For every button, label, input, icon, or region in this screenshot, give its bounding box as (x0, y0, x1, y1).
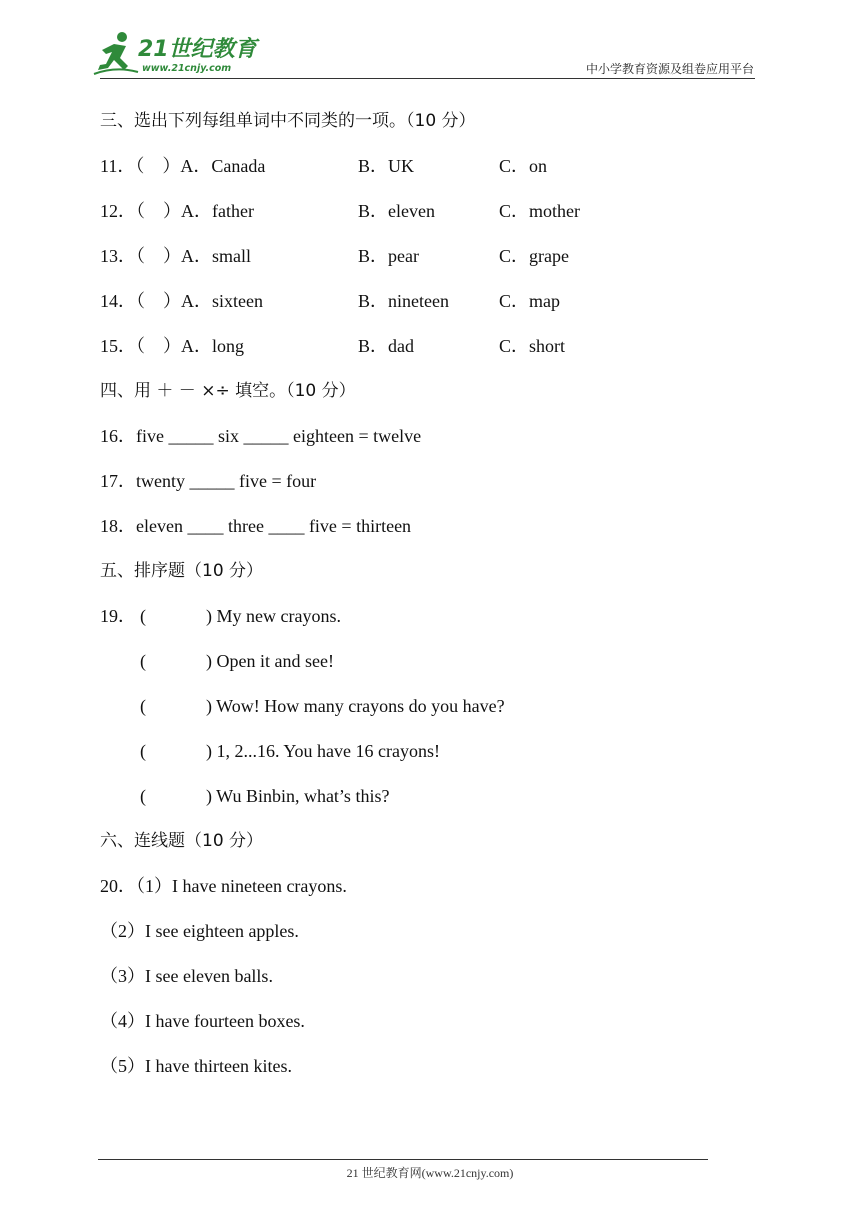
order-blank-open: ( (140, 696, 146, 716)
question-12-option-b: B．eleven (358, 201, 435, 221)
section-6-title: 六、连线题（10 分） (100, 831, 264, 851)
page-header (0, 0, 860, 80)
question-19-item-2 (100, 644, 760, 689)
question-20-item-1: 20．（1）I have nineteen crayons. (100, 876, 347, 896)
order-sentence: ) Wow! How many crayons do you have? (206, 696, 505, 716)
logo-text: 21世纪教育 (138, 37, 257, 62)
footer-divider (98, 1159, 708, 1160)
question-15 (100, 329, 760, 374)
question-11-option-b: B．UK (358, 156, 415, 176)
order-sentence: ) Open it and see! (206, 651, 334, 671)
question-12-option-c: C．mother (499, 201, 580, 221)
question-15-option-a: 15．（ ）A．long (100, 336, 244, 356)
order-blank-open: ( (140, 786, 146, 806)
question-20-item-2: （2）I see eighteen apples. (100, 921, 299, 941)
question-14-option-a: 14．（ ）A．sixteen (100, 291, 263, 311)
question-19-item-4 (100, 734, 760, 779)
question-14 (100, 284, 760, 329)
question-14-option-c: C．map (499, 291, 560, 311)
question-12-option-a: 12．（ ）A．father (100, 201, 254, 221)
question-15-option-c: C．short (499, 336, 566, 356)
worksheet-content (100, 104, 760, 1094)
question-13-option-b: B．pear (358, 246, 419, 266)
question-16: 16．five _____ six _____ eighteen = twelve (100, 426, 422, 446)
question-18: 18．eleven ____ three ____ five = thirteen (100, 516, 412, 536)
question-20-item-4: （4）I have fourteen boxes. (100, 1011, 305, 1031)
question-19-item-1 (100, 599, 760, 644)
question-19-item-5 (100, 779, 760, 824)
section-4-title: 四、用 ＋ － ×÷ 填空。（10 分） (100, 381, 356, 401)
site-logo (92, 30, 262, 80)
order-sentence: ) My new crayons. (206, 606, 341, 626)
footer-text: 21 世纪教育网(www.21cnjy.com) (346, 1166, 514, 1180)
question-20-item-3: （3）I see eleven balls. (100, 966, 273, 986)
section-3-title: 三、选出下列每组单词中不同类的一项。（10 分） (100, 111, 476, 131)
question-11-option-a: 11．（ ）A．Canada (100, 156, 266, 176)
question-13-option-a: 13．（ ）A．small (100, 246, 251, 266)
header-platform-text: 中小学教育资源及组卷应用平台 (585, 62, 754, 76)
question-15-option-b: B．dad (358, 336, 414, 356)
order-blank-open: ( (140, 606, 146, 626)
question-13-option-c: C．grape (499, 246, 569, 266)
order-sentence: ) Wu Binbin, what’s this? (206, 786, 390, 806)
header-divider (100, 78, 755, 79)
question-19-item-3 (100, 689, 760, 734)
question-12 (100, 194, 760, 239)
question-13 (100, 239, 760, 284)
question-11 (100, 149, 760, 194)
runner-logo-icon (92, 30, 140, 76)
question-17: 17．twenty _____ five = four (100, 471, 317, 491)
question-14-option-b: B．nineteen (358, 291, 449, 311)
order-blank-open: ( (140, 651, 146, 671)
logo-url: www.21cnjy.com (142, 63, 232, 74)
question-20-item-5: （5）I have thirteen kites. (100, 1056, 292, 1076)
question-11-option-c: C．on (499, 156, 548, 176)
section-5-title: 五、排序题（10 分） (100, 561, 264, 581)
question-19-number: 19． (100, 606, 136, 626)
order-sentence: ) 1, 2...16. You have 16 crayons! (206, 741, 440, 761)
order-blank-open: ( (140, 741, 146, 761)
